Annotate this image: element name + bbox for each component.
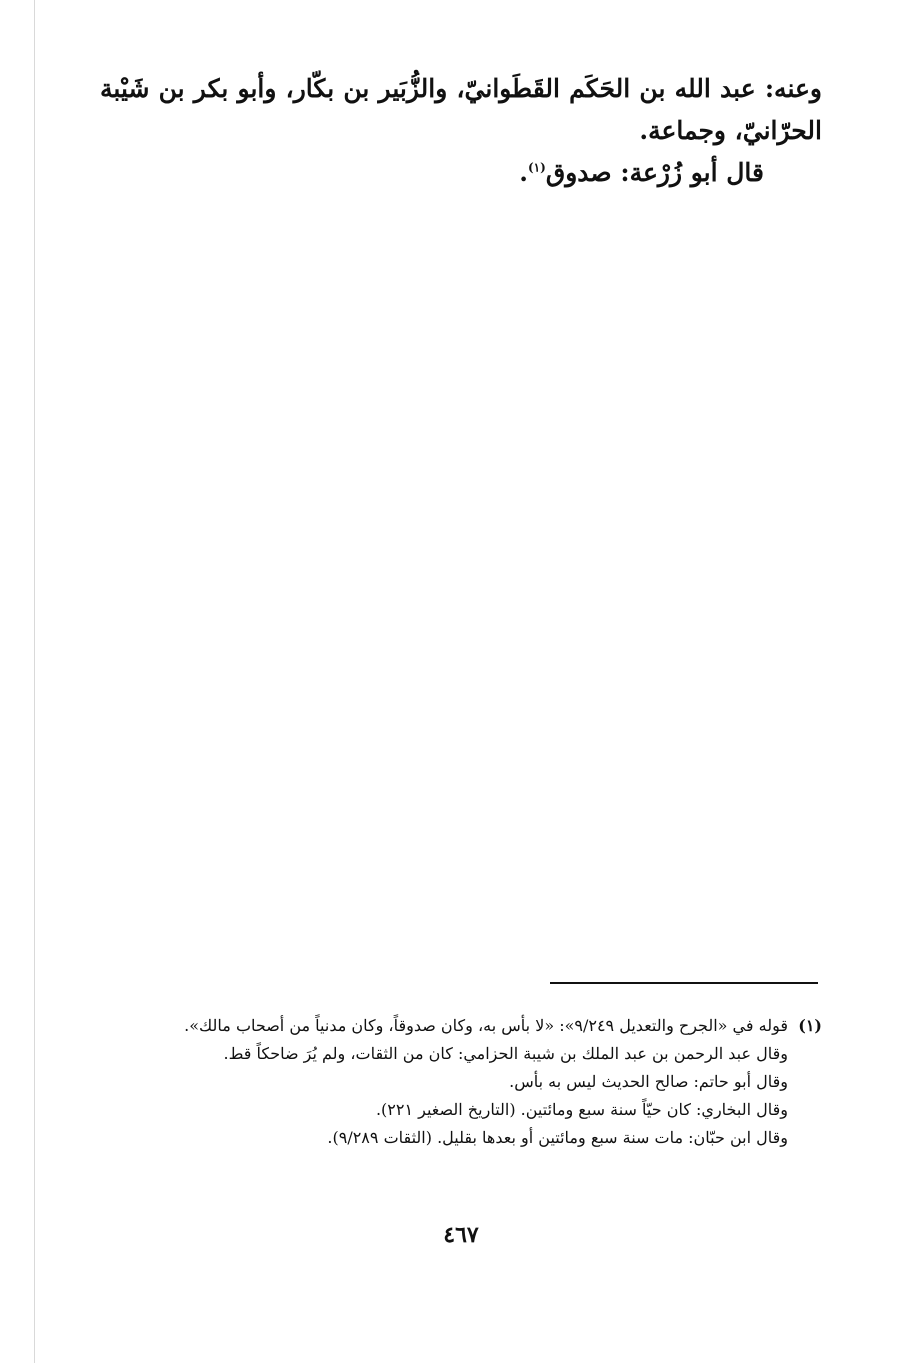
footnote-reference-1[interactable]: (١) xyxy=(527,160,546,175)
footnote-1-marker: (١) xyxy=(798,1016,822,1035)
footnote-1 xyxy=(100,1012,822,1040)
page-number: ٤٦٧ xyxy=(443,1222,479,1248)
footnote-separator xyxy=(550,982,818,984)
footnote-1-line-bukhari: وقال البخاري: كان حيّاً سنة سبع ومائتين. (التاريخ الصغير ٢٢١). xyxy=(375,1100,788,1119)
main-text-block xyxy=(100,68,822,194)
footnote-1-line-hizami: وقال عبد الرحمن بن عبد الملك بن شيبة الحزامي: كان من الثقات، ولم يُرَ ضاحكاً قط. xyxy=(223,1044,788,1063)
abu-zura-quote xyxy=(100,152,822,194)
page-edge-line xyxy=(34,0,35,1363)
narrators-paragraph: وعنه: عبد الله بن الحَكَم القَطَوانيّ، والزُّبَير بن بكّار، وأبو بكر بن شَيْبة الحرّانيّ، وجماعة. xyxy=(100,74,822,145)
footnote-1-line-abu-hatim: وقال أبو حاتم: صالح الحديث ليس به بأس. xyxy=(509,1072,788,1091)
abu-zura-text: قال أبو زُرْعة: صدوق xyxy=(545,158,764,187)
footnote-1-line-jarh: قوله في «الجرح والتعديل ٩/٢٤٩»: «لا بأس به، وكان صدوقاً، وكان مدنياً من أصحاب مالك». xyxy=(184,1016,788,1035)
footnote-1-line-ibn-hibban: وقال ابن حبّان: مات سنة سبع ومائتين أو بعدها بقليل. (الثقات ٩/٢٨٩). xyxy=(327,1128,788,1147)
footnotes-block xyxy=(100,1012,822,1152)
abu-zura-period: . xyxy=(519,158,528,187)
